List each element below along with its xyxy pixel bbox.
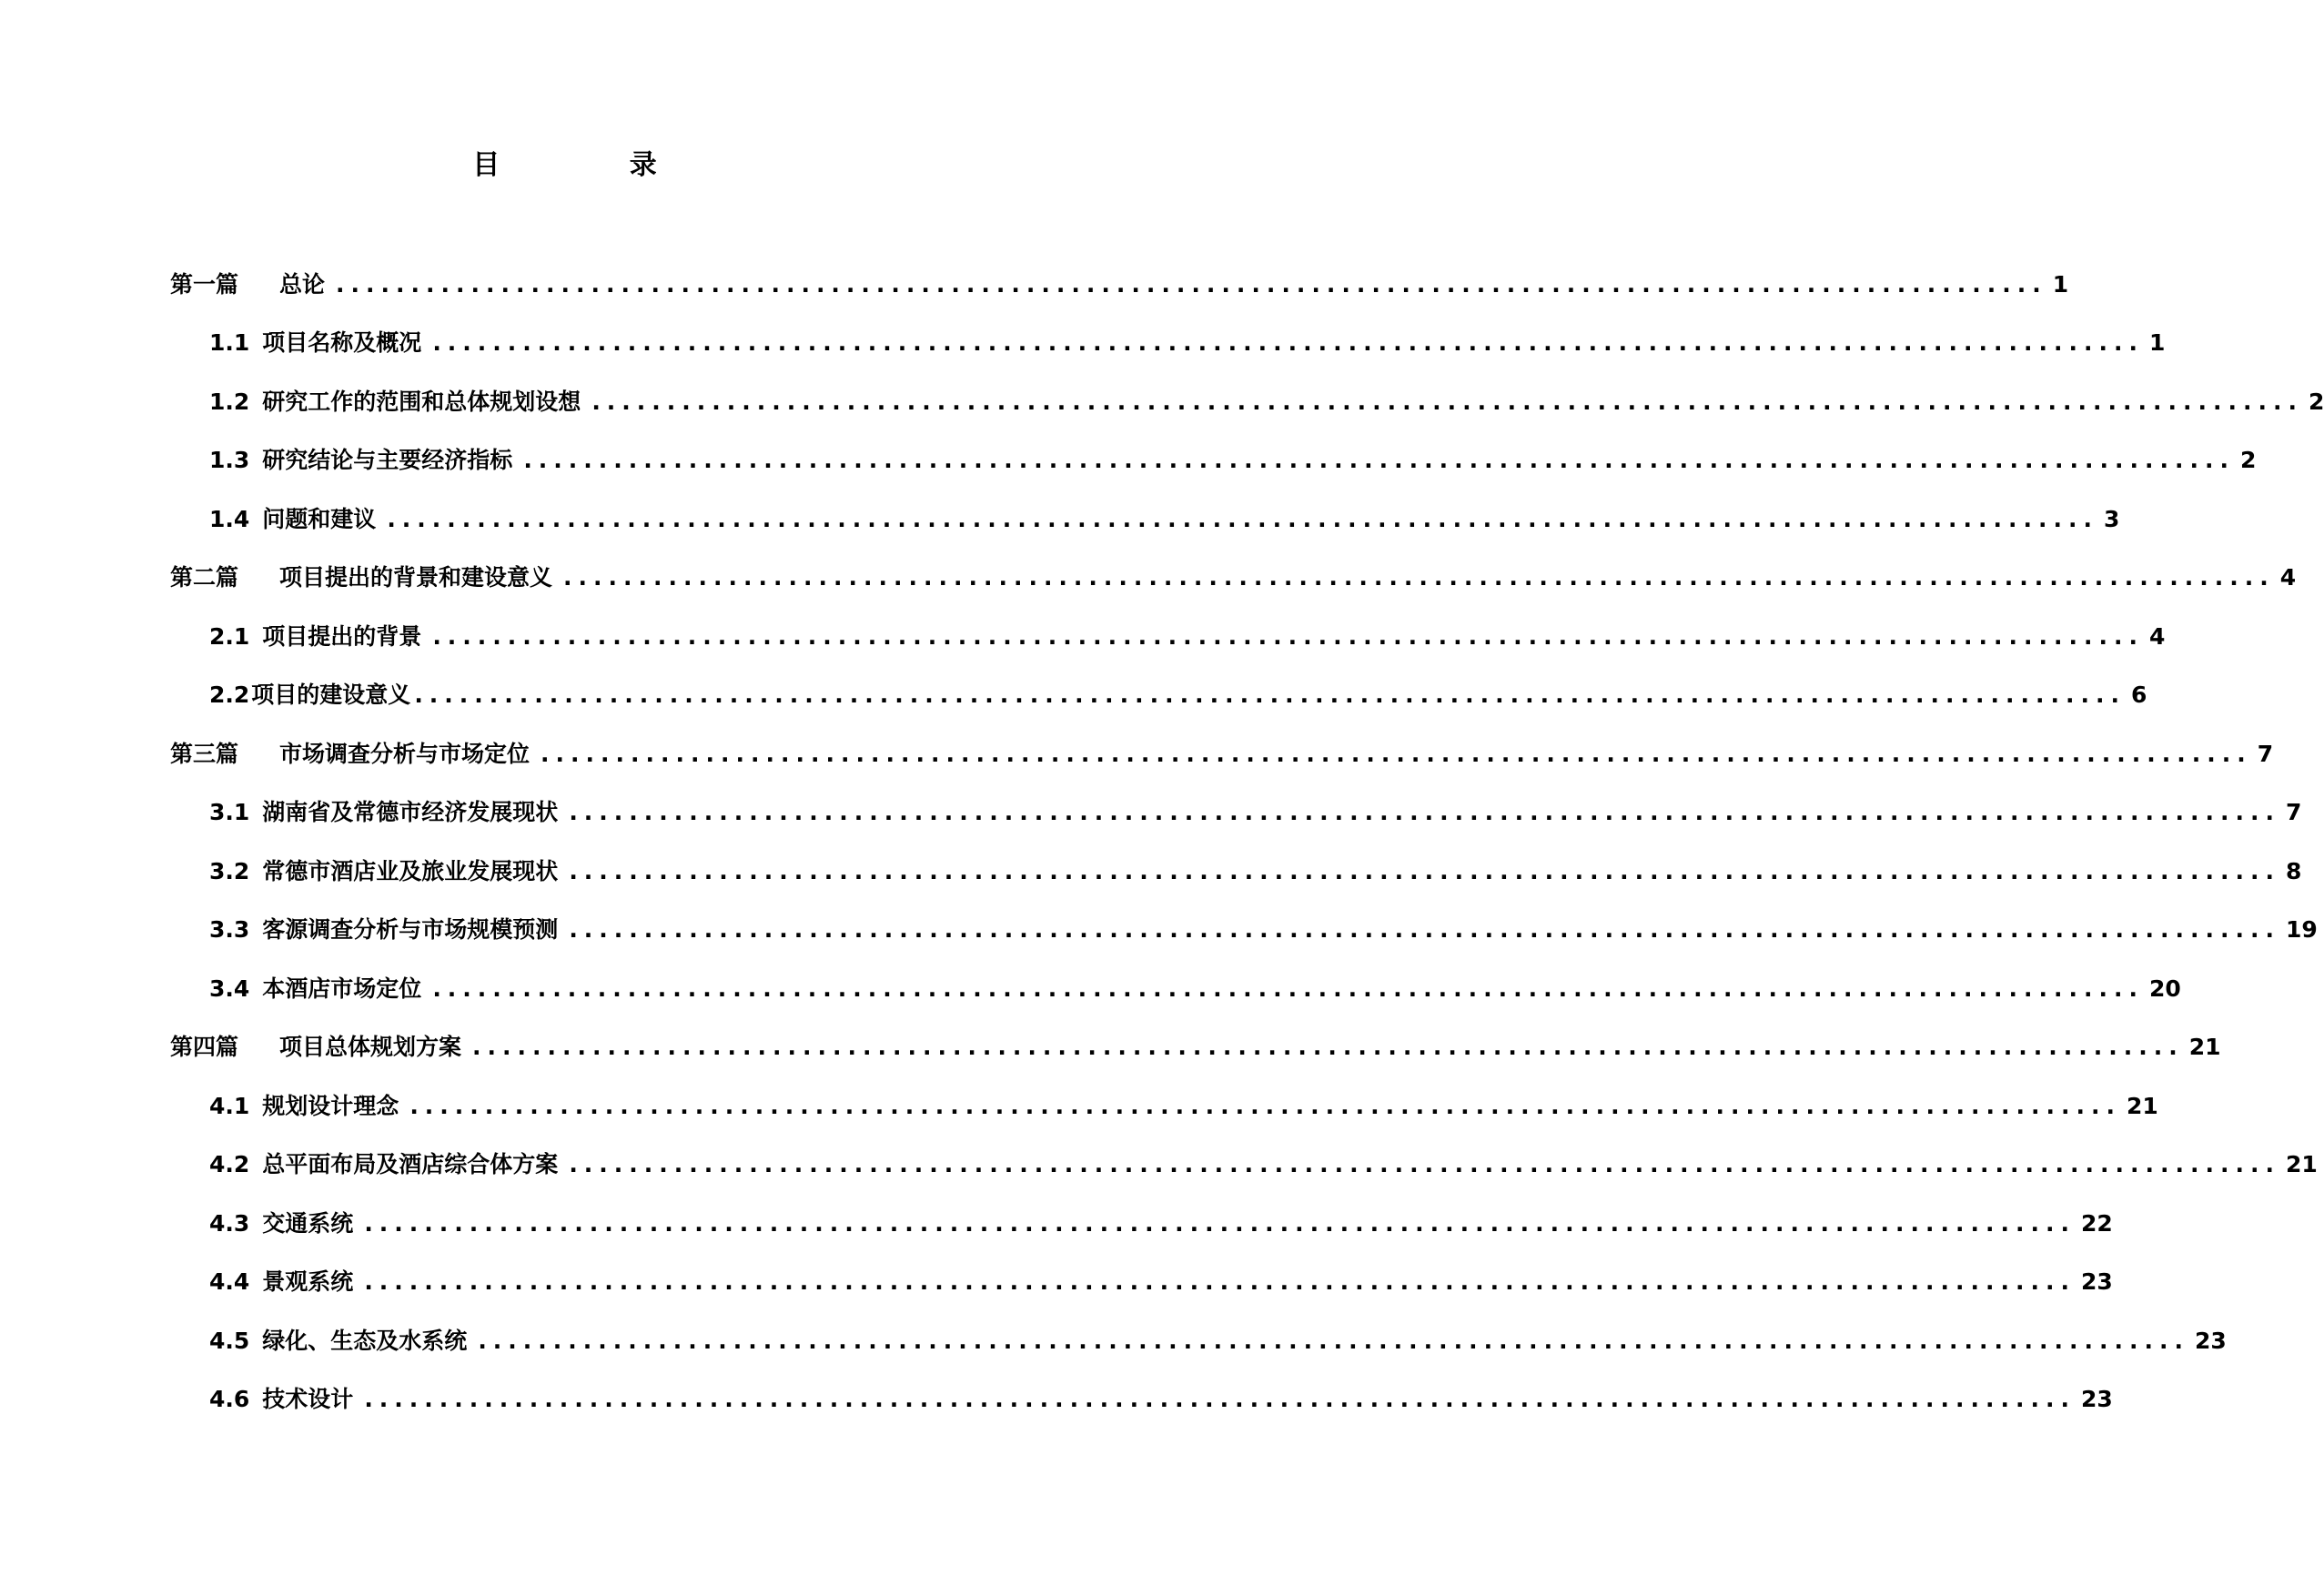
toc-entry-4-6[interactable] [209, 1381, 2113, 1418]
toc-page-number: 1 [2052, 271, 2069, 298]
toc-entry-part-4[interactable] [170, 1029, 2221, 1066]
toc-entry-part-2[interactable] [170, 560, 2297, 596]
toc-page-number: 21 [2285, 1151, 2318, 1177]
toc-entry-number: 4.4 [209, 1268, 250, 1295]
toc-entry-number: 第三篇 [170, 741, 239, 767]
dot-leader: .................................................................................................................. [364, 1268, 2076, 1295]
toc-entry-3-1[interactable] [209, 794, 2302, 831]
toc-page-number: 3 [2103, 506, 2120, 532]
toc-page-number: 4 [2148, 623, 2166, 650]
toc-entry-2-2[interactable] [209, 677, 2147, 713]
toc-entry-2-1[interactable] [209, 619, 2166, 655]
toc-entry-number: 第四篇 [170, 1034, 239, 1060]
toc-page-number: 19 [2285, 916, 2318, 943]
toc-entry-4-3[interactable] [209, 1206, 2113, 1242]
toc-entry-number: 3.3 [209, 916, 250, 943]
toc-entry-title: 研究结论与主要经济指标 [262, 447, 513, 473]
toc-entry-number: 2.1 [209, 623, 250, 650]
toc-entry-title: 规划设计理念 [262, 1093, 399, 1119]
toc-page-number: 22 [2080, 1210, 2113, 1237]
toc-entry-title: 市场调查分析与市场定位 [279, 741, 530, 767]
toc-entry-title: 项目提出的背景和建设意义 [279, 564, 553, 591]
toc-page-number: 21 [2126, 1093, 2158, 1119]
toc-entry-number: 3.1 [209, 799, 250, 825]
toc-entry-4-4[interactable] [209, 1264, 2113, 1300]
toc-entry-1-1[interactable] [209, 325, 2166, 361]
toc-entry-1-3[interactable] [209, 442, 2257, 479]
toc-entry-number: 3.4 [209, 975, 250, 1002]
toc-entry-number: 1.2 [209, 389, 250, 415]
toc-page-number: 23 [2080, 1268, 2113, 1295]
toc-entry-title: 常德市酒店业及旅业发展现状 [262, 858, 559, 884]
toc-entry-number: 第一篇 [170, 271, 239, 298]
toc-entry-3-2[interactable] [209, 854, 2302, 890]
toc-entry-number: 第二篇 [170, 564, 239, 591]
toc-entry-3-3[interactable] [209, 912, 2318, 948]
toc-entry-part-1[interactable] [170, 267, 2069, 303]
toc-entry-title: 交通系统 [262, 1210, 354, 1237]
dot-leader: .................................................................................................................. [541, 741, 2252, 767]
toc-entry-title: 总平面布局及酒店综合体方案 [262, 1151, 559, 1177]
toc-entry-1-4[interactable] [209, 501, 2120, 538]
dot-leader: .................................................................................................................. [569, 1151, 2280, 1177]
toc-entry-number: 1.3 [209, 447, 250, 473]
dot-leader: .................................................................................................................. [478, 1328, 2189, 1354]
dot-leader: .................................................................................................................. [569, 916, 2280, 943]
toc-page-number: 23 [2080, 1386, 2113, 1412]
toc-entry-number: 4.3 [209, 1210, 250, 1237]
toc-entry-number: 1.1 [209, 329, 250, 356]
toc-entry-1-2[interactable] [209, 384, 2324, 420]
toc-entry-title: 项目名称及概况 [262, 329, 422, 356]
toc-page-number: 7 [2285, 799, 2302, 825]
toc-entry-4-5[interactable] [209, 1323, 2227, 1359]
toc-entry-number: 2.2 [209, 682, 250, 708]
dot-leader: .................................................................................................................. [387, 506, 2098, 532]
toc-entry-number: 3.2 [209, 858, 250, 884]
toc-page-number: 20 [2148, 975, 2181, 1002]
toc-entry-title: 技术设计 [262, 1386, 354, 1412]
page-title: 目 录 [472, 149, 717, 181]
dot-leader: .................................................................................................................. [563, 564, 2275, 591]
dot-leader: .................................................................................................................. [414, 682, 2126, 708]
toc-entry-number: 4.1 [209, 1093, 250, 1119]
dot-leader: .................................................................................................................. [569, 858, 2280, 884]
toc-page-number: 2 [2308, 389, 2324, 415]
toc-entry-title: 绿化、生态及水系统 [262, 1328, 468, 1354]
toc-entry-title: 总论 [279, 271, 326, 298]
toc-entry-number: 4.5 [209, 1328, 250, 1354]
dot-leader: .................................................................................................................. [432, 623, 2144, 650]
toc-entry-part-3[interactable] [170, 736, 2274, 773]
dot-leader: .................................................................................................................. [472, 1034, 2184, 1060]
dot-leader: .................................................................................................................. [364, 1210, 2076, 1237]
toc-entry-title: 项目提出的背景 [262, 623, 422, 650]
toc-page-number: 4 [2279, 564, 2297, 591]
toc-page-number: 2 [2239, 447, 2257, 473]
toc-entry-4-2[interactable] [209, 1146, 2318, 1183]
toc-entry-3-4[interactable] [209, 971, 2181, 1007]
toc-page-number: 6 [2130, 682, 2147, 708]
toc-entry-title: 问题和建议 [262, 506, 377, 532]
toc-entry-title: 本酒店市场定位 [262, 975, 422, 1002]
dot-leader: .................................................................................................................. [523, 447, 2235, 473]
toc-page-number: 7 [2257, 741, 2274, 767]
toc-page-number: 1 [2148, 329, 2166, 356]
toc-entry-title: 项目的建设意义 [251, 682, 411, 708]
dot-leader: .................................................................................................................. [432, 975, 2144, 1002]
dot-leader: .................................................................................................................. [591, 389, 2303, 415]
dot-leader: .................................................................................................................. [432, 329, 2144, 356]
toc-entry-title: 景观系统 [262, 1268, 354, 1295]
toc-entry-title: 湖南省及常德市经济发展现状 [262, 799, 559, 825]
toc-entry-title: 项目总体规划方案 [279, 1034, 462, 1060]
toc-entry-title: 研究工作的范围和总体规划设想 [262, 389, 581, 415]
dot-leader: .................................................................................................................. [569, 799, 2280, 825]
toc-entry-number: 4.6 [209, 1386, 250, 1412]
toc-entry-title: 客源调查分析与市场规模预测 [262, 916, 559, 943]
toc-page-number: 21 [2188, 1034, 2221, 1060]
dot-leader: .................................................................................................................. [336, 271, 2047, 298]
toc-page-number: 8 [2285, 858, 2302, 884]
toc-entry-number: 4.2 [209, 1151, 250, 1177]
toc-entry-4-1[interactable] [209, 1088, 2158, 1125]
toc-entry-number: 1.4 [209, 506, 250, 532]
dot-leader: .................................................................................................................. [409, 1093, 2121, 1119]
dot-leader: .................................................................................................................. [364, 1386, 2076, 1412]
toc-page-number: 23 [2194, 1328, 2227, 1354]
